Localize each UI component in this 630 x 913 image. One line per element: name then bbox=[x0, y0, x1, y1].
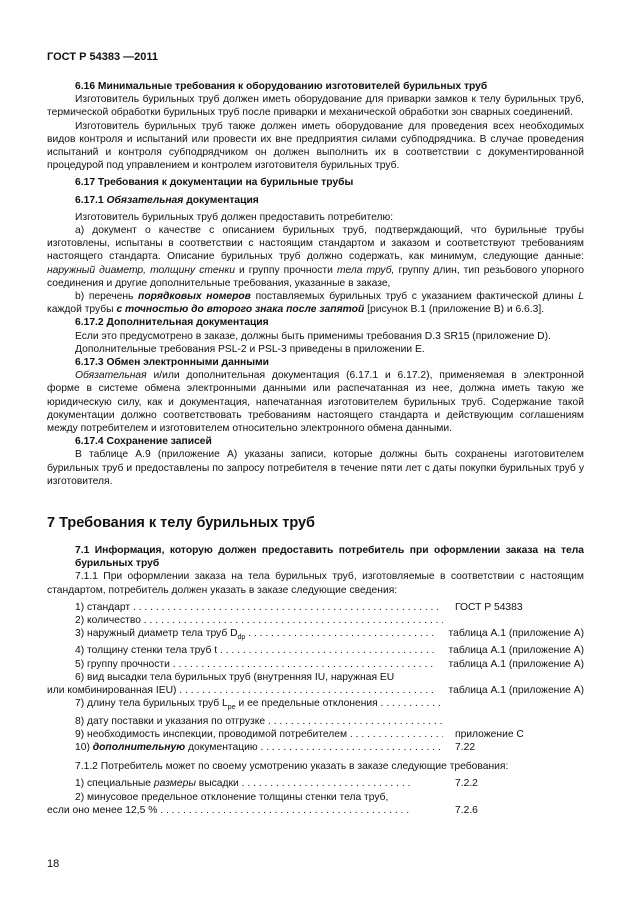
section-7-title: 7 Требования к телу бурильных труб bbox=[47, 515, 316, 531]
paragraph: Изготовитель бурильных труб должен предоставить потребителю: bbox=[75, 211, 394, 223]
optional-requirements-list bbox=[47, 777, 584, 817]
order-list bbox=[47, 601, 584, 754]
paragraph: Изготовитель бурильных труб также должен иметь оборудование для проведения всех необходимых видов контроля и испытаний или провести их вне предприятия силами субподрядчика. В случае проведения испытаний и контроля субподрядчиком он должен выполнить их в соответствии с документированной процедурой под управлением и контролем изготовителя бурильных труб. bbox=[47, 120, 584, 172]
section-7-body bbox=[47, 544, 584, 817]
heading-6-16: 6.16 Минимальные требования к оборудованию изготовителей бурильных труб bbox=[75, 81, 488, 92]
list-item-continuation: если оно менее 12,5 % . . . 7.2.6 bbox=[47, 804, 584, 817]
paragraph: Дополнительные требования PSL-2 и PSL-3 приведены в приложении Е. bbox=[75, 343, 425, 355]
list-item: 2) минусовое предельное отклонение толщины стенки тела труб, bbox=[75, 791, 389, 803]
list-item: 2) количество . . . bbox=[47, 614, 584, 627]
paragraph: Изготовитель бурильных труб должен иметь оборудование для приварки замков к телу бурильных труб, термической обработки бурильных труб после приварки и механической обработки зон сварных соединений. bbox=[47, 94, 584, 119]
list-item: 10) дополнительную документацию . . . 7.22 bbox=[47, 741, 584, 754]
list-item: 4) толщину стенки тела труб t . . . таблица А.1 (приложение А) bbox=[47, 644, 584, 657]
paragraph-7-1-1: 7.1.1 При оформлении заказа на тела бурильных труб, изготовляемые в соответствии с настоящим стандартом, потребитель должен указать в заказе следующие сведения: bbox=[47, 571, 584, 596]
list-item: 3) наружный диаметр тела труб $D_{dp}$ . . . таблица А.1 (приложение А) bbox=[47, 627, 584, 644]
document-header: ГОСТ Р 54383 —2011 bbox=[47, 51, 158, 63]
heading-7-1: 7.1 Информация, которую должен предоставить потребитель при оформлении заказа на тела бурильных труб bbox=[75, 545, 584, 570]
heading-6-17-2: 6.17.2 Дополнительная документация bbox=[75, 317, 269, 329]
heading-6-17-4: 6.17.4 Сохранение записей bbox=[75, 436, 212, 448]
paragraph: Если это предусмотрено в заказе, должны быть применимы требования D.3 SR15 (приложение D). bbox=[75, 330, 551, 342]
list-item-b: b) перечень порядковых номеров поставляемых бурильных труб с указанием фактической длины L каждой трубы с точностью до второго знака после запятой [рисунок В.1 (приложение В) и 6.6.3]. bbox=[47, 291, 584, 316]
list-item: 8) дату поставки и указания по отгрузке . . . bbox=[47, 715, 584, 728]
heading-6-17-3: 6.17.3 Обмен электронными данными bbox=[75, 357, 269, 369]
heading-6-17-1: 6.17.1 Обязательная документация bbox=[75, 194, 259, 206]
paragraph-7-1-2: 7.1.2 Потребитель может по своему усмотрению указать в заказе следующие требования: bbox=[75, 761, 509, 773]
list-item: 9) необходимость инспекции, проводимой потребителем . . . приложение С bbox=[47, 728, 584, 741]
list-item: 6) вид высадки тела бурильных труб (внутренняя IU, наружная EU bbox=[75, 671, 395, 683]
list-item: 5) группу прочности . . . таблица А.1 (приложение А) bbox=[47, 658, 584, 671]
paragraph: В таблице А.9 (приложение А) указаны записи, которые должны быть сохранены изготовителем бурильных труб и предоставлены по запросу потребителя в течение пяти лет с даты покупки бурильных труб у изготовителя. bbox=[47, 449, 584, 487]
heading-6-17: 6.17 Требования к документации на бурильные трубы bbox=[75, 177, 354, 189]
list-item: 7) длину тела бурильных труб $L_{pe}$ и ее предельные отклонения . . . bbox=[47, 697, 584, 714]
paragraph: Обязательная и/или дополнительная документация (6.17.1 и 6.17.2), применяемая в электронной форме в системе обмена электронными данными или распечатанная из нее, должна иметь такую же юридическую силу, как и документация, напечатанная изготовителем бурильных труб. Содержание такой документации должно соответствовать требованиям настоящего стандарта и действующим соглашениям между потребителем и изготовителем относительно электронного обмена данными. bbox=[47, 370, 584, 435]
page-number: 18 bbox=[47, 858, 60, 870]
section-6-body bbox=[47, 80, 584, 488]
list-item: 1) стандарт . . . ГОСТ Р 54383 bbox=[47, 601, 584, 614]
list-item-continuation: или комбинированная IEU) . . . таблица А.1 (приложение А) bbox=[47, 684, 584, 697]
list-item: 1) специальные размеры высадки . . . 7.2.2 bbox=[47, 777, 584, 790]
list-item-a: а) документ о качестве с описанием бурильных труб, подтверждающий, что бурильные трубы изготовлены, испытаны в соответствии с настоящим стандартом и заказом и соответствуют требованиям настоящего стандарта. Описание бурильных труб должно содержать, как минимум, следующие данные: наружный диаметр, толщину стенки и группу прочности тела труб, группу длин, тип резьбового упорного соединения и другие дополнительные требования, указанные в заказе, bbox=[47, 225, 584, 289]
